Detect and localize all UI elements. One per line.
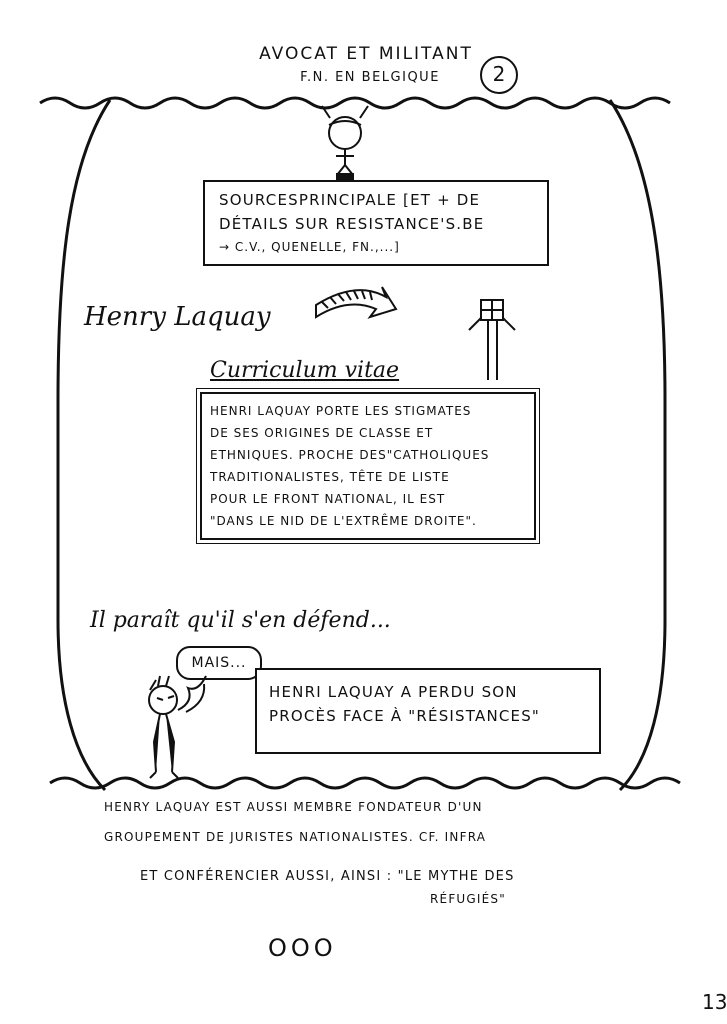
- bow-figure-icon: [469, 300, 515, 380]
- footer-line4: RÉFUGIÉS": [430, 892, 506, 906]
- bottom-wave: [50, 778, 680, 788]
- speech-tail: [178, 676, 206, 712]
- page-marker: 2: [492, 62, 506, 86]
- source-line2: DÉTAILS SUR RESISTANCE'S.BE: [219, 215, 485, 233]
- header-title-line1: AVOCAT ET MILITANT: [259, 44, 473, 64]
- page-number: 13: [702, 990, 727, 1014]
- cv-heading: Curriculum vitae: [210, 358, 400, 383]
- defense-caption: Il paraît qu'il s'en défend...: [90, 608, 391, 633]
- man-figure: [149, 676, 178, 778]
- footer-line2: GROUPEMENT DE JURISTES NATIONALISTES. CF. INFRA: [104, 830, 487, 844]
- curved-arrow-icon: [316, 287, 396, 317]
- defense-line1: HENRI LAQUAY A PERDU SON: [269, 683, 518, 701]
- defense-box: [255, 668, 601, 754]
- horned-character: [322, 106, 368, 179]
- cv-line: ETHNIQUES. PROCHE DES"CATHOLIQUES: [210, 448, 490, 462]
- cv-line: HENRI LAQUAY PORTE LES STIGMATES: [210, 404, 472, 418]
- source-line1: SOURCESPRINCIPALE [ET + DE: [219, 191, 481, 209]
- defense-line2: PROCÈS FACE À "RÉSISTANCES": [269, 707, 541, 725]
- source-line3: → C.V., QUENELLE, FN.,...]: [219, 240, 400, 254]
- continuation-mark: OOO: [268, 934, 337, 962]
- footer-line1: HENRY LAQUAY EST AUSSI MEMBRE FONDATEUR D'UN: [104, 800, 483, 814]
- subject-name: Henry Laquay: [84, 302, 271, 332]
- top-wave: [40, 98, 670, 108]
- cv-line: TRADITIONALISTES, TÊTE DE LISTE: [210, 470, 450, 484]
- cv-line: "DANS LE NID DE L'EXTRÊME DROITE".: [210, 514, 477, 528]
- source-box: [203, 180, 549, 266]
- cv-line: POUR LE FRONT NATIONAL, IL EST: [210, 492, 446, 506]
- footer-line3: ET CONFÉRENCIER AUSSI, AINSI : "LE MYTHE DES: [140, 869, 515, 884]
- header-title-line2: F.N. EN BELGIQUE: [300, 70, 440, 85]
- speech-bubble: MAIS...: [176, 646, 262, 680]
- cv-line: DE SES ORIGINES DE CLASSE ET: [210, 426, 434, 440]
- cv-box: [200, 392, 536, 540]
